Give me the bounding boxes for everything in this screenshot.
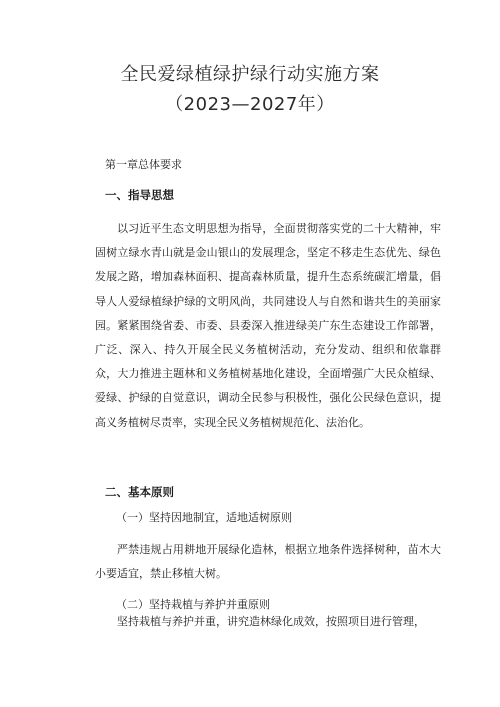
chapter-heading: 第一章总体要求 [105,158,182,171]
paragraph-principle-1: 严禁违规占用耕地开展绿化造林，根据立地条件选择树种，苗木大小要适宜，禁止移植大树。 [95,543,441,581]
section-heading-guiding-ideology: 一、指导思想 [105,188,174,202]
subsection-heading-principle-1: （一）坚持因地制宜，适地适树原则 [116,511,292,524]
paragraph-principle-2: 坚持栽植与养护并重，讲究造林绿化成效，按照项目进行管理， [117,615,425,628]
document-title: 全民爱绿植绿护绿行动实施方案 [120,64,380,85]
subsection-heading-principle-2: （二）坚持栽植与养护并重原则 [116,598,270,611]
paragraph-guiding-ideology: 以习近平生态文明思想为指导，全面贯彻落实党的二十大精神，牢固树立绿水青山就是金山银山的发展理念，坚定不移走生态优先、绿色发展之路，增加森林面积、提高森林质量，提升生态系统碳汇增量，倡导人人爱绿植绿护绿的文明风尚，共同建设人与自然和谐共生的美丽家园。紧紧围绕省委、市委、县委深入推进绿美广东生态建设工作部署，广泛、深入、持久开展全民义务植树活动，充分发动、组织和依靠群众，大力推进主题林和义务植树基地化建设，全面增强广大民众植绿、爱绿、护绿的自觉意识，调动全民参与积极性，强化公民绿色意识，提高义务植树尽责率，实现全民义务植树规范化、法治化。 [95,222,441,429]
section-heading-basic-principles: 二、基本原则 [105,485,174,499]
document-subtitle: （2023—2027年） [165,94,335,115]
